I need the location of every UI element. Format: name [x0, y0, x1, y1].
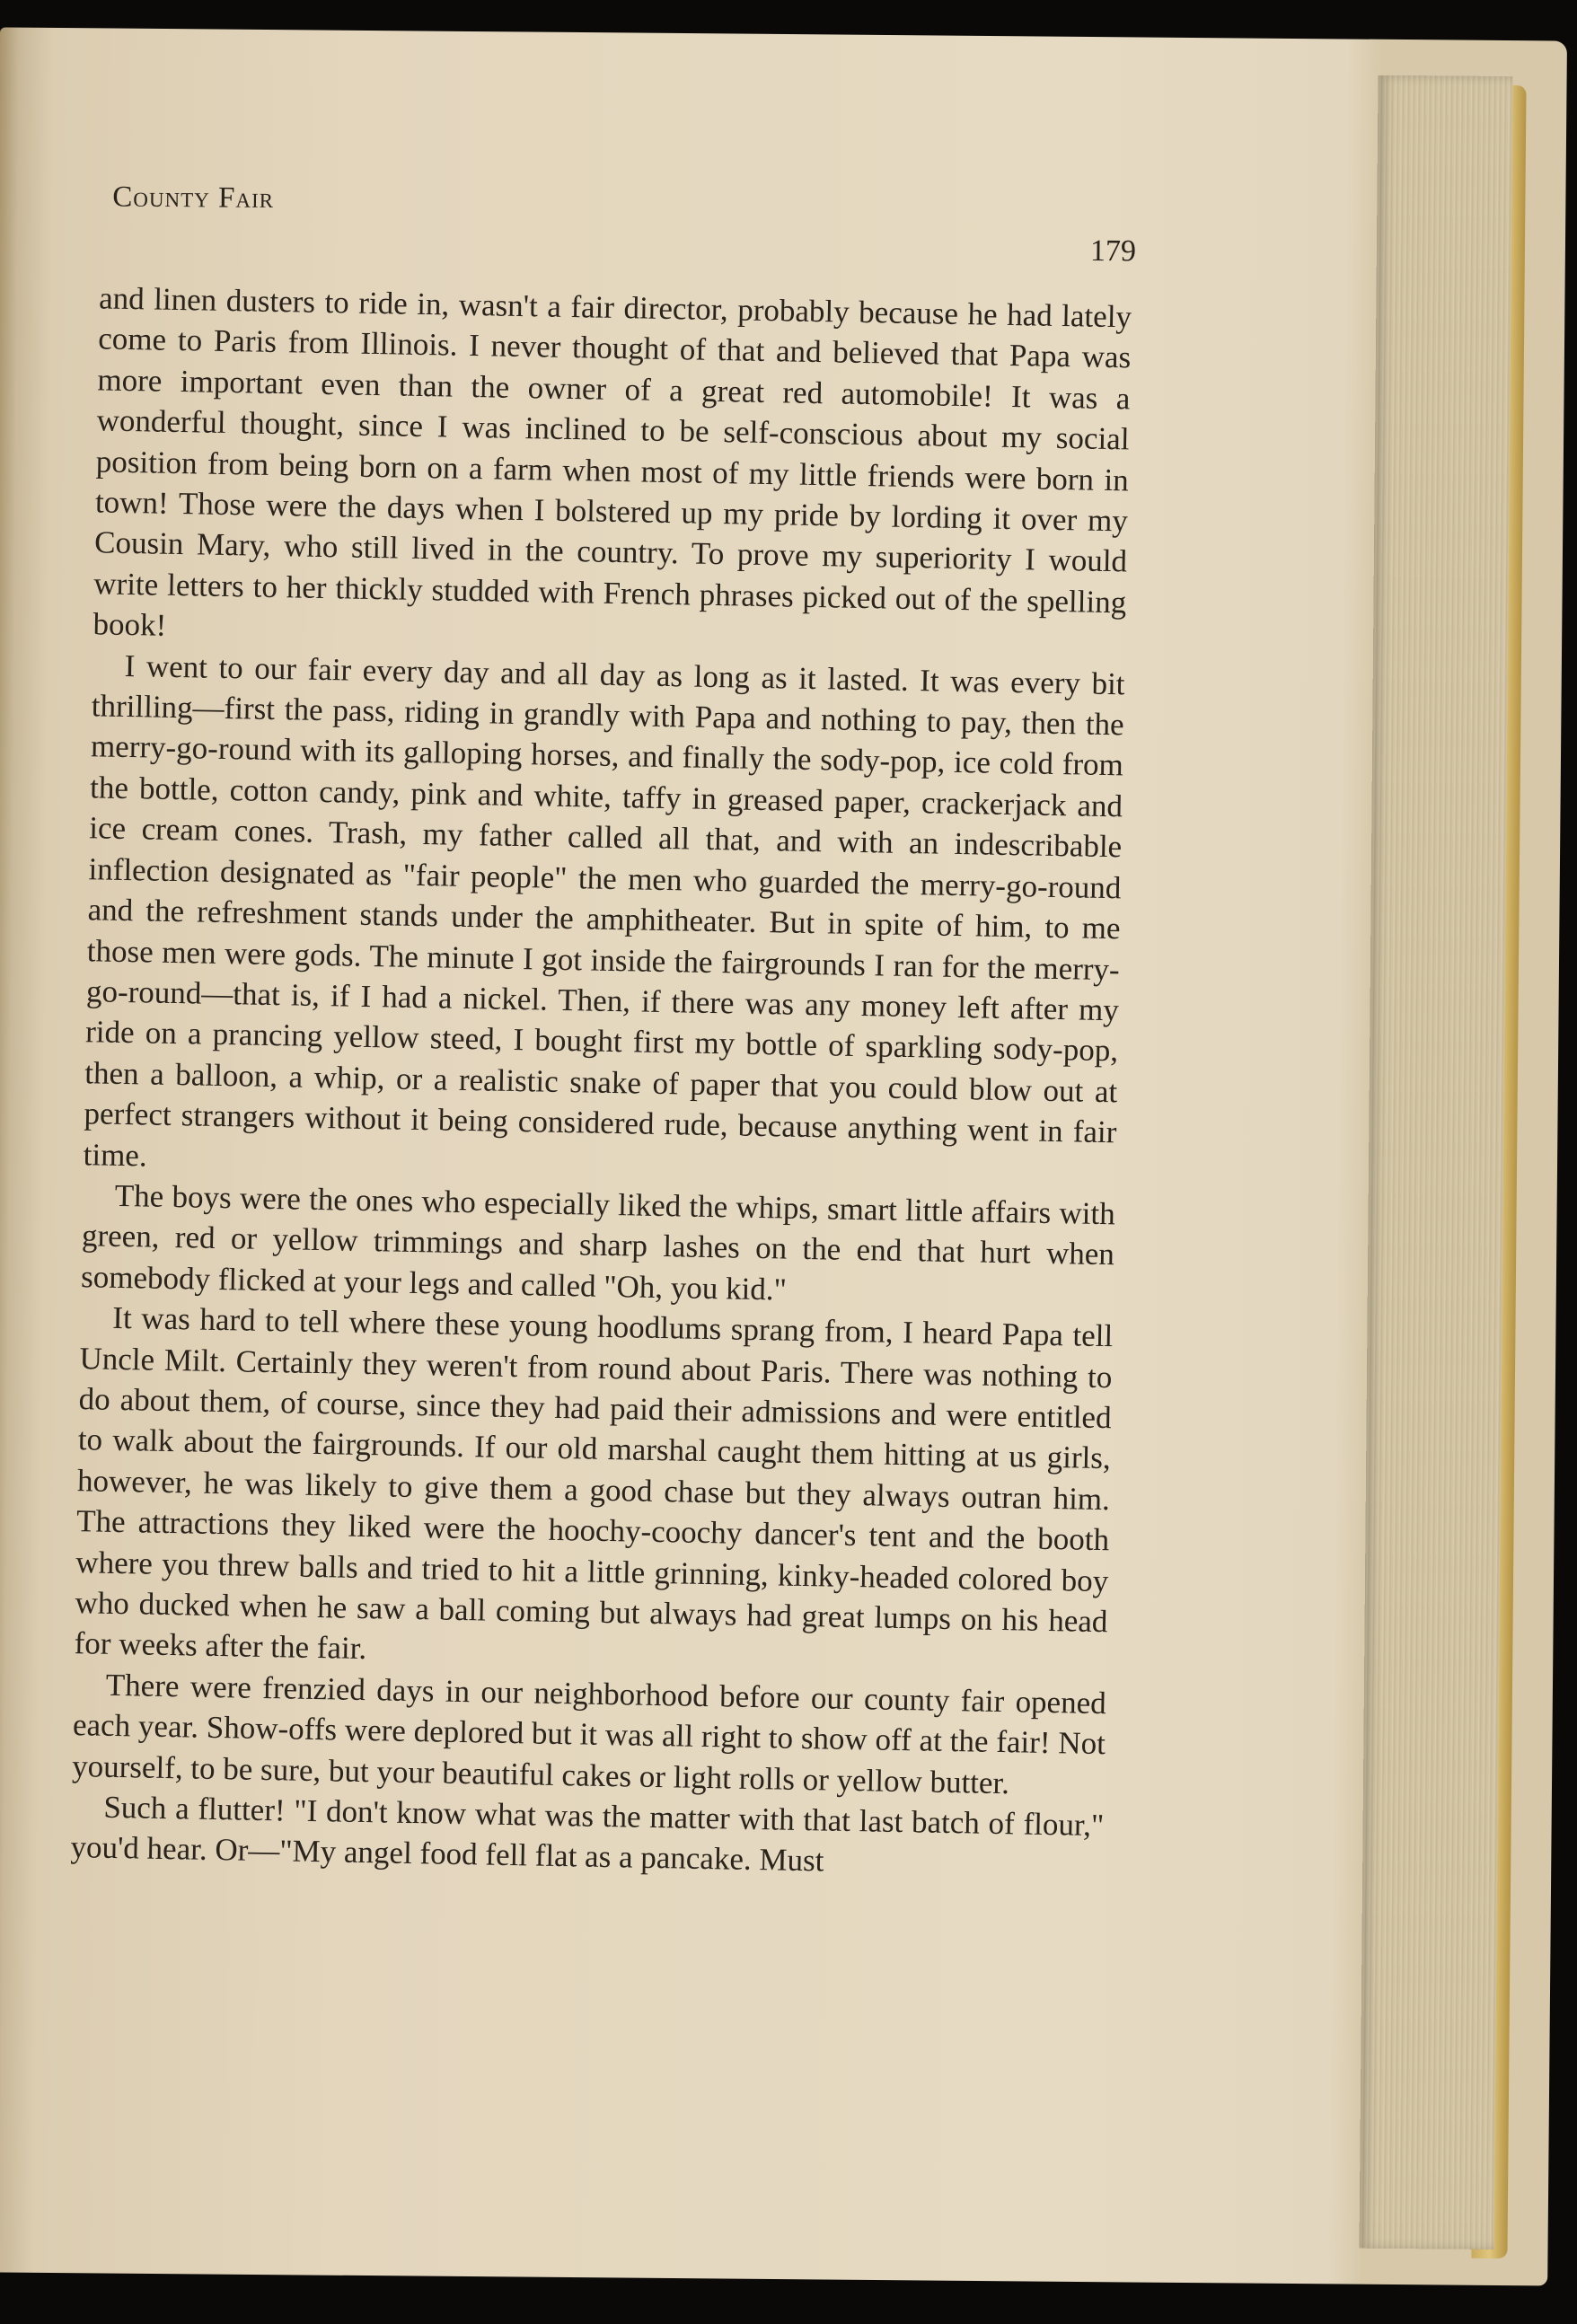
book-page	[0, 27, 1379, 2284]
page-number: 179	[1089, 233, 1137, 268]
book	[0, 27, 1567, 2285]
running-head: County Fair	[112, 180, 275, 216]
page-header	[112, 180, 1137, 268]
paragraph: Such a flutter! "I don't know what was the matter with that last batch of flour," you'd hear. Or—"My angel food fell flat as a pancake. Must	[70, 1789, 1105, 1879]
paragraph: The boys were the ones who especially liked the whips, smart little affairs with green, red or yellow trimmings and sharp lashes on the end that hurt when somebody flicked at your legs and called "Oh, you kid."	[80, 1177, 1116, 1307]
body-text	[70, 277, 1132, 1887]
paragraph: I went to our fair every day and all day as long as it lasted. It was every bit thrilling—first the pass, riding in grandly with Papa and nothing to pay, then the merry-go-round with its galloping horses, and finally the sody-pop, ice cold from the bottle, cotton candy, pink and white, taffy in greased paper, crackerjack and ice cream cones. Trash, my father called all that, and with an indescribable inflection designated as "fair people" the men who guarded the merry-go-round and the refreshment stands under the amphitheater. But in spite of him, to me those men were gods. The minute I got inside the fairgrounds I ran for the merry-go-round—that is, if I had a nickel. Then, if there was any money left after my ride on a prancing yellow steed, I bought first my bottle of sparkling sody-pop, then a balloon, a whip, or a realistic snake of paper that you could blow out at perfect strangers without it being considered rude, because anything went in fair time.	[83, 647, 1125, 1174]
paragraph: and linen dusters to ride in, wasn't a fair director, probably because he had lately come to Paris from Illinois. I never thought of that and believed that Papa was more important even than the owner of a great red automobile! It was a wonderful thought, since I was inclined to be self-conscious about my social position from being born on a farm when most of my little friends were born in town! Those were the days when I bolstered up my pride by lording it over my Cousin Mary, who still lived in the country. To prove my superiority I would write letters to her thickly studded with French phrases picked out of the spelling book!	[93, 280, 1132, 644]
paragraph: There were frenzied days in our neighborhood before our county fair opened each year. Show-offs were deplored but it was all right to show off at the fair! Not yourself, to be sure, but your beautiful cakes or light rolls or yellow butter.	[71, 1667, 1107, 1800]
page-fore-edge	[1360, 75, 1513, 2249]
paragraph: It was hard to tell where these young hoodlums sprang from, I heard Papa tell Uncle Milt. Certainly they weren't from round about Paris. There was nothing to do about them, of course, since they had paid their admissions and were entitled to walk about the fairgrounds. If our old marshal caught them hitting at us girls, however, he was likely to give them a good chase but they always outran him. The attractions they liked were the hoochy-coochy dancer's tent and the booth where you threw balls and tried to hit a little grinning, kinky-headed colored boy who ducked when he saw a ball coming but always had great lumps on his head for weeks after the fair.	[74, 1299, 1114, 1667]
